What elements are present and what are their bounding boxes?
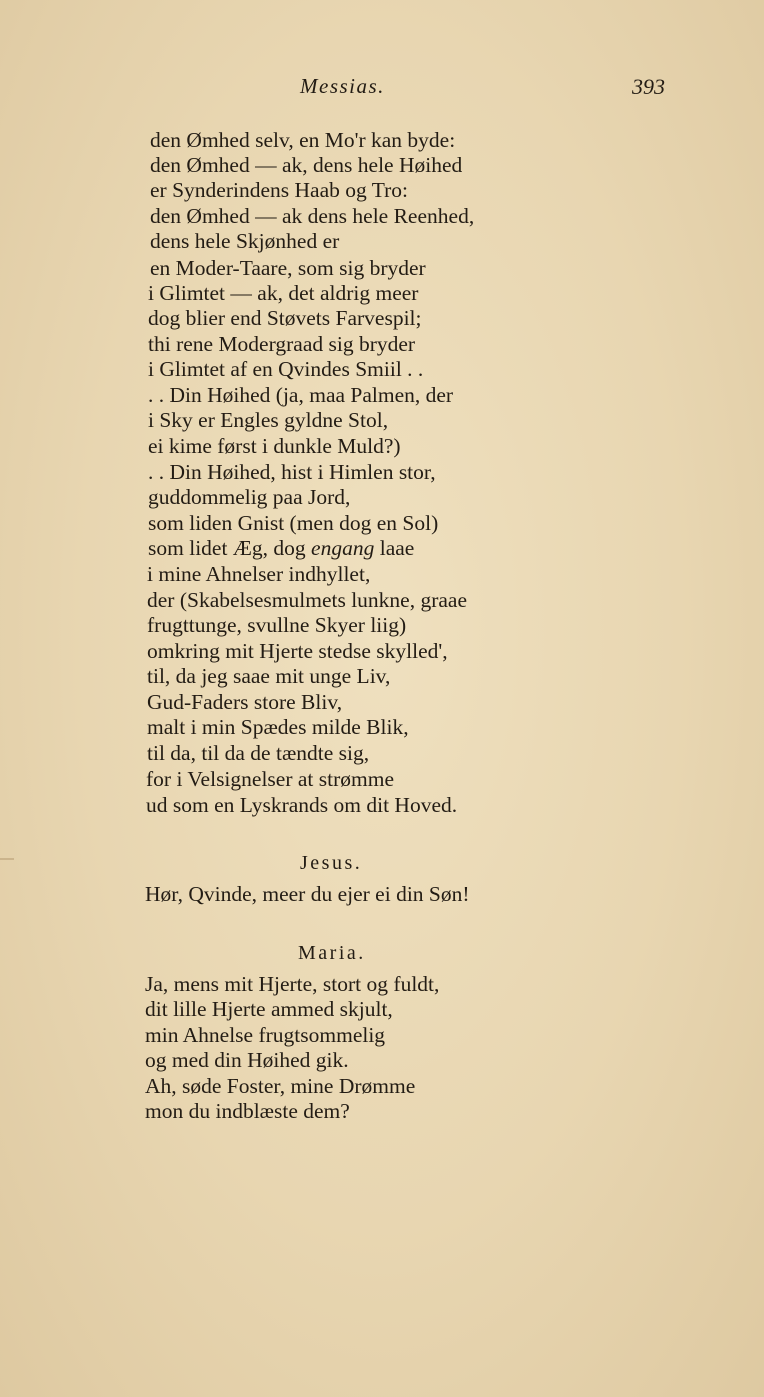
jesus-line: Hør, Qvinde, meer du ejer ei din Søn!	[145, 882, 470, 906]
verse-line: den Ømhed — ak dens hele Reenhed,	[150, 204, 475, 228]
verse-line: der (Skabelsesmulmets lunkne, graae	[147, 588, 468, 612]
verse-line: . . Din Høihed (ja, maa Palmen, der	[148, 383, 454, 407]
verse-line: malt i min Spædes milde Blik,	[147, 715, 409, 739]
verse-line: dit lille Hjerte ammed skjult,	[145, 997, 393, 1021]
verse-text: laae	[374, 536, 415, 560]
verse-text: som lidet Æg, dog	[148, 536, 312, 560]
verse-line: dog blier end Støvets Farvespil;	[148, 306, 422, 330]
verse-line: som liden Gnist (men dog en Sol)	[148, 511, 439, 535]
verse-line: Ah, søde Foster, mine Drømme	[145, 1074, 416, 1098]
verse-line: . . Din Høihed, hist i Himlen stor,	[148, 460, 436, 484]
verse-line: i mine Ahnelser indhyllet,	[147, 562, 371, 586]
emphasis-word: engang	[311, 536, 375, 560]
page-edge-mark	[0, 858, 14, 860]
verse-line: frugttunge, svullne Skyer liig)	[147, 613, 407, 637]
verse-line: til, da jeg saae mit unge Liv,	[147, 664, 391, 688]
speaker-name-maria: Maria.	[298, 942, 366, 964]
verse-line: er Synderindens Haab og Tro:	[150, 178, 408, 202]
verse-line: dens hele Skjønhed er	[150, 229, 340, 253]
verse-line: for i Velsignelser at strømme	[146, 767, 394, 791]
verse-line: Gud-Faders store Bliv,	[147, 690, 343, 714]
verse-line: i Glimtet — ak, det aldrig meer	[148, 281, 419, 305]
verse-line: en Moder-Taare, som sig bryder	[150, 256, 426, 280]
verse-line: og med din Høihed gik.	[145, 1048, 349, 1072]
running-head	[0, 74, 764, 104]
verse-line: den Ømhed — ak, dens hele Høihed	[150, 153, 463, 177]
verse-line: i Glimtet af en Qvindes Smiil . .	[148, 357, 424, 381]
verse-line: i Sky er Engles gyldne Stol,	[148, 408, 389, 432]
verse-line: min Ahnelse frugtsommelig	[145, 1023, 386, 1047]
verse-line: thi rene Modergraad sig bryder	[148, 332, 416, 356]
verse-line: Ja, mens mit Hjerte, stort og fuldt,	[145, 972, 440, 996]
verse-line: ud som en Lyskrands om dit Hoved.	[146, 793, 458, 817]
verse-line-emphasis	[148, 536, 414, 561]
verse-line: guddommelig paa Jord,	[148, 485, 351, 509]
verse-line: ei kime først i dunkle Muld?)	[148, 434, 401, 458]
verse-line: omkring mit Hjerte stedse skylled',	[147, 639, 448, 663]
speaker-name-jesus: Jesus.	[300, 852, 363, 874]
page-number: 393	[632, 74, 665, 99]
verse-line: til da, til da de tændte sig,	[147, 741, 370, 765]
verse-line: mon du indblæste dem?	[145, 1099, 350, 1123]
verse-line: den Ømhed selv, en Mo'r kan byde:	[150, 128, 456, 152]
running-title: Messias.	[300, 74, 385, 98]
